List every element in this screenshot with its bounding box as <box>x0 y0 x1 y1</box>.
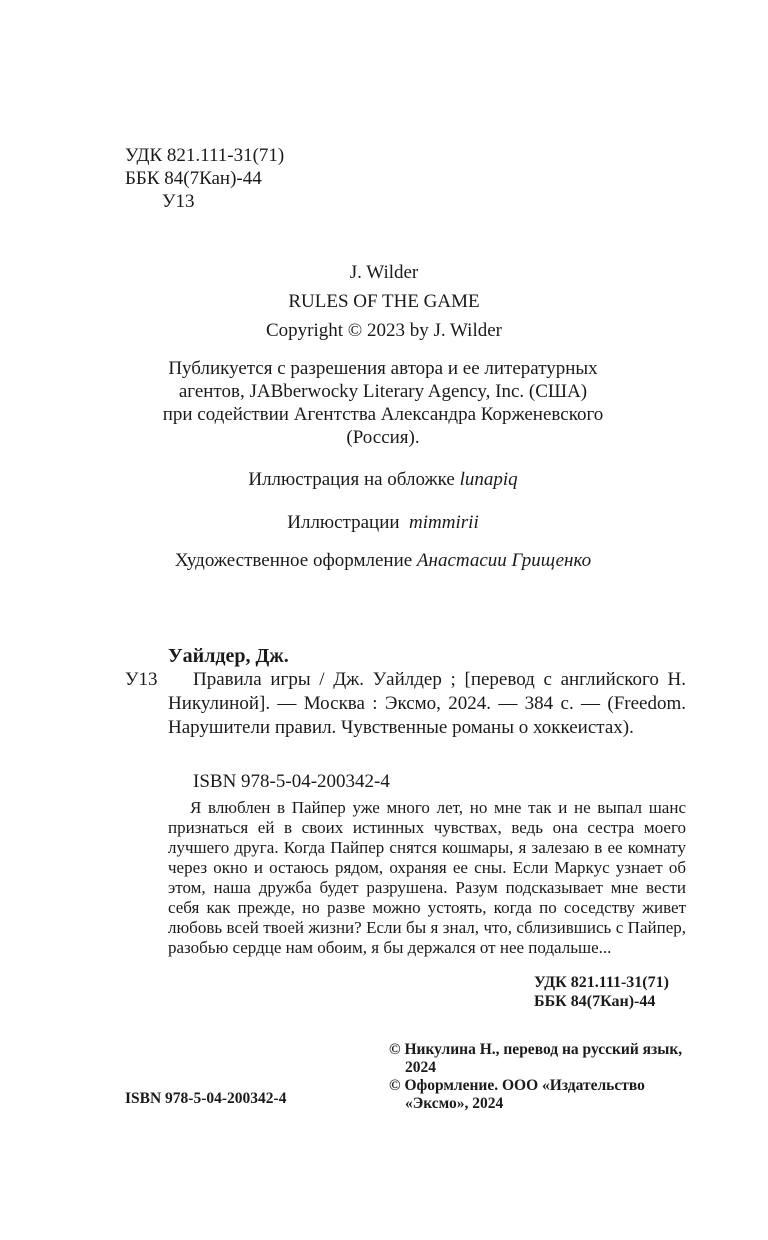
credit-name: lunapiq <box>459 469 518 490</box>
credit-label: Иллюстрация на обложке <box>248 469 460 490</box>
original-title: RULES OF THE GAME <box>288 291 480 312</box>
udk-footer-block <box>534 973 669 1011</box>
original-author: J. Wilder <box>349 262 419 283</box>
translation-copyright: © Никулина Н., перевод на русский язык, 2024 <box>389 1041 683 1076</box>
annotation-text: Я влюблен в Пайпер уже много лет, но мне так и не выпал шанс признаться ей в своих истинных чувствах, ведь она сестра моего лучшего друга. Когда Пайпер снятся кошмары, я залезаю в ее комнату через окно и остаюсь рядом, охраняя ее сны. Если Маркус узнает об этом, наша дружба будет разрушена. Разум подсказывает мне вести себя как прежде, но разве можно устоять, когда по соседству живет любовь всей твоей жизни? Если бы я знал, что, сблизившись с Пайпер, разобью сердце нам обоим, я бы держался от нее подальше... <box>168 798 686 957</box>
rights-line: Публикуется с разрешения автора и ее литературных <box>168 358 598 379</box>
credit-name: mimmirii <box>409 512 479 533</box>
rights-line: при содействии Агентства Александра Корженевского <box>162 404 604 425</box>
copyright-notices <box>389 1041 689 1113</box>
footer-isbn: ISBN 978-5-04-200342-4 <box>125 1090 287 1107</box>
bbk-code: ББК 84(7Кан)-44 <box>534 993 656 1010</box>
udk-code: УДК 821.111-31(71) <box>534 974 669 991</box>
original-edition-block <box>0 258 768 345</box>
cover-illustration-credit <box>120 468 646 491</box>
credit-label: Иллюстрации <box>287 512 410 533</box>
udk-header-block <box>125 144 284 213</box>
credit-name: Анастасии Грищенко <box>416 550 592 571</box>
catalog-class-mark: У13 <box>125 669 158 690</box>
rights-line: (Россия). <box>346 427 420 448</box>
illustrations-credit <box>120 511 646 534</box>
catalog-author-heading: Уайлдер, Дж. <box>168 645 289 667</box>
rights-line: агентов, JABberwocky Literary Agency, Inc. (США) <box>178 381 588 402</box>
original-copyright: Copyright © 2023 by J. Wilder <box>265 320 503 341</box>
author-mark: У13 <box>162 191 195 212</box>
rights-notice <box>120 357 646 449</box>
catalog-isbn: ISBN 978-5-04-200342-4 <box>193 771 390 792</box>
design-copyright: © Оформление. ООО «Издательство «Эксмо», 2024 <box>389 1077 645 1112</box>
design-credit <box>120 549 646 572</box>
bibliographic-description: Правила игры / Дж. Уайлдер ; [перевод с английского Н. Никулиной]. — Москва : Эксмо, 2024. — 384 с. — (Freedom. Нарушители правил. Чувственные романы о хоккеистах). <box>168 669 686 738</box>
udk-code: УДК 821.111-31(71) <box>125 145 285 166</box>
bbk-code: ББК 84(7Кан)-44 <box>125 168 262 189</box>
credit-label: Художественное оформление <box>174 550 417 571</box>
